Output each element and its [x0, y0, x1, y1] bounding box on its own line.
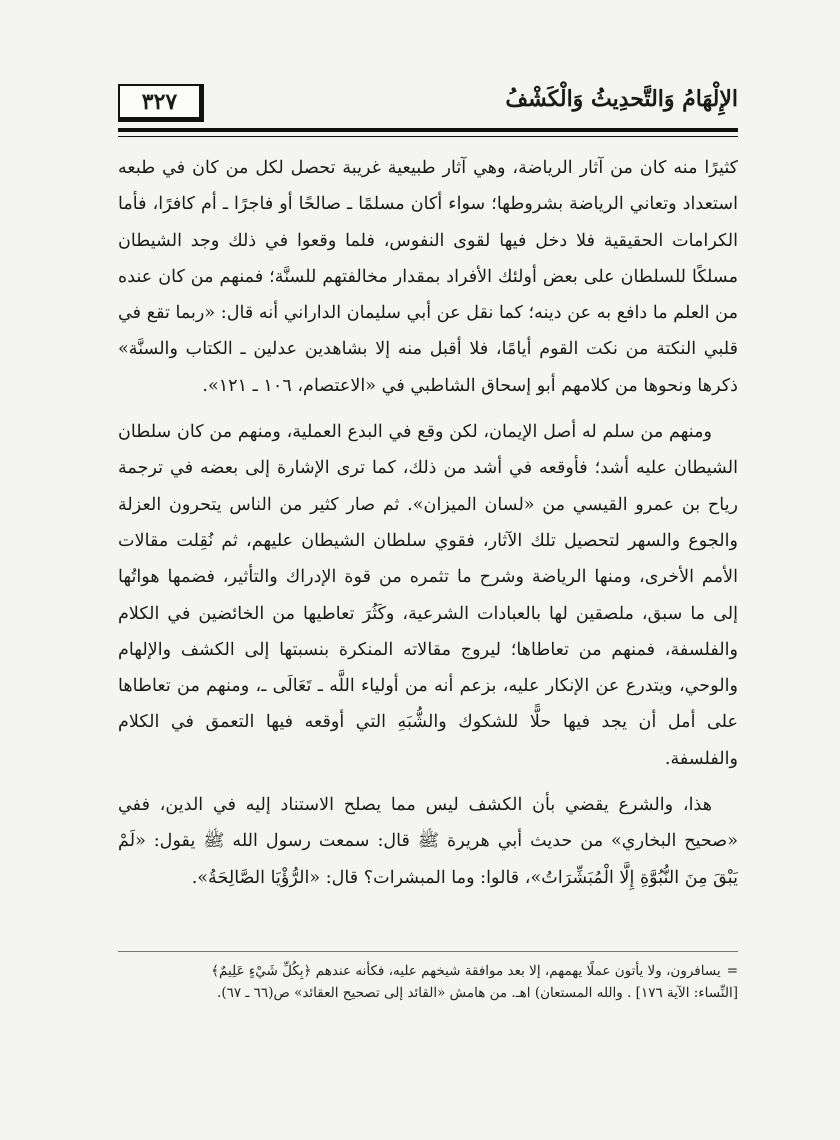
paragraph-3: هذا، والشرع يقضي بأن الكشف ليس مما يصلح الاستناد إليه في الدين، ففي «صحيح البخاري» من حديث أبي هريرة ﷺ قال: سمعت رسول الله ﷺ يقول: «لَمْ يَبْقَ مِنَ النُّبُوَّةِ إِلَّا الْمُبَشِّرَاتُ»، قالوا: وما المبشرات؟ قال: «الرُّؤْيَا الصَّالِحَةُ». — [118, 795, 738, 888]
footnote-divider — [118, 951, 738, 952]
page-number-box — [118, 84, 204, 122]
body-text — [118, 150, 738, 896]
footnote-line-2: [النِّساء: الآية ١٧٦] . والله المستعان) اهـ. من هامش «القائد إلى تصحيح العقائد» ص(٦٦ ـ ٦٧). — [217, 985, 738, 1001]
running-title: الإِلْهَامُ وَالتَّحدِيثُ وَالْكَشْفُ — [505, 86, 738, 112]
header-rule-thick — [118, 128, 738, 132]
footnote-line-1-text: يسافرون، ولا يأتون عملًا يهمهم، إلا بعد موافقة شيخهم عليه، فكأنه عندهم ﴿بِكُلِّ شَيْءٍ عَلِيمٌ﴾ — [211, 963, 721, 979]
page-header — [118, 84, 738, 132]
paragraph-2: ومنهم من سلم له أصل الإيمان، لكن وقع في البدع العملية، ومنهم من كان سلطان الشيطان عليه أشد؛ فأوقعه في أشد من ذلك، كما ترى الإشارة إلى بعضه في ترجمة رياح بن عمرو القيسي من «لسان الميزان». ثم صار كثير من الناس يتحرون العزلة والجوع والسهر لتحصيل تلك الآثار، فقوي سلطان الشيطان عليهم، ثم نُقِلت مقالات الأمم الأخرى، ومنها الرياضة وشرح ما تثمره من قوة الإدراك والتأثير، فضمها هواتُها إلى ما سبق، ملصقين لها بالعبادات الشرعية، وكَثُرَ تعاطيها من الخائضين في الكلام والفلسفة، فمنهم من تعاطاها؛ ليروج مقالاته المنكرة بنسبتها إلى الكشف والإلهام والوحي، ويتدرع عن الإنكار عليه، بزعم أنه من أولياء اللَّه ـ تَعَالَى ـ، ومنهم من تعاطاها على أمل أن يجد فيها حلًّا للشكوك والشُّبَهِ التي أوقعه فيها التعمق في الكلام والفلسفة. — [118, 422, 738, 769]
header-rule-thin — [118, 136, 738, 137]
page-number: ٣٢٧ — [141, 88, 178, 115]
paragraph-1: كثيرًا منه كان من آثار الرياضة، وهي آثار طبيعية غريبة تحصل لكل من كان في طبعه استعداد وتعاني الرياضة بشروطها؛ سواء أكان مسلمًا ـ صالحًا أو فاجرًا ـ أم كافرًا، فأما الكرامات الحقيقية فلا دخل فيها لقوى النفوس، فلما وقعوا في ذلك وجد الشيطان مسلكًا للسلطان على بعض أولئك الأفراد بمقدار مخالفتهم للسنَّة؛ فمنهم من كان عنده من العلم ما دافع به عن دينه؛ كما نقل عن أبي سليمان الداراني أنه قال: «ربما تقع في قلبي النكتة من نكت القوم أيامًا، فلا أقبل منه إلا بشاهدين عدلين ـ الكتاب والسنَّة» ذكرها ونحوها من كلامهم أبو إسحاق الشاطبي في «الاعتصام، ١٠٦ ـ ١٢١». — [118, 158, 738, 396]
footnote-continuation-mark: = — [726, 963, 738, 979]
footnote — [118, 960, 738, 1004]
footnote-line-1 — [118, 960, 738, 982]
